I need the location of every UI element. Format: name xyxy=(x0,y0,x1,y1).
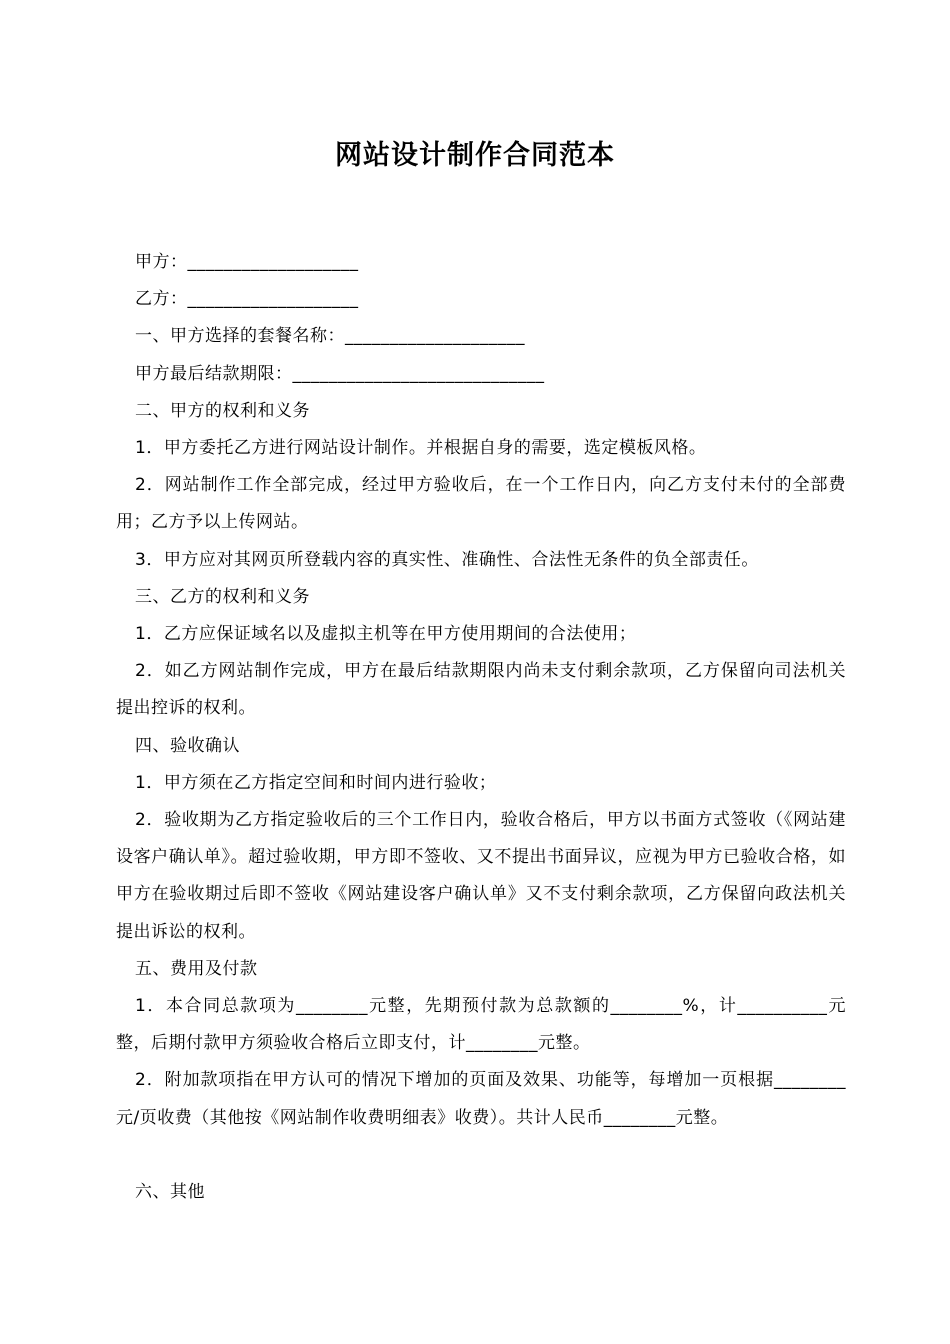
party-b-line: 乙方：___________________ xyxy=(135,289,359,310)
clause-paragraph: 2．如乙方网站制作完成，甲方在最后结款期限内尚未支付剩余款项，乙方保留向司法机关提出控诉的权利。 xyxy=(116,661,846,719)
clause-paragraph: 1．甲方委托乙方进行网站设计制作。并根据自身的需要，选定模板风格。 xyxy=(135,438,707,459)
clause-paragraph: 1．乙方应保证域名以及虚拟主机等在甲方使用期间的合法使用； xyxy=(135,624,637,645)
section-heading-party-b-rights: 三、乙方的权利和义务 xyxy=(135,586,310,607)
document-title: 网站设计制作合同范本 xyxy=(335,140,615,171)
clause-paragraph: 2．网站制作工作全部完成，经过甲方验收后，在一个工作日内，向乙方支付未付的全部费用；乙方予以上传网站。 xyxy=(116,475,846,533)
section-heading-acceptance: 四、验收确认 xyxy=(135,735,240,756)
section-heading-other: 六、其他 xyxy=(135,1181,205,1202)
clause-paragraph: 2．附加款项指在甲方认可的情况下增加的页面及效果、功能等，每增加一页根据________元/页收费（其他按《网站制作收费明细表》收费）。共计人民币________元整。 xyxy=(116,1070,846,1128)
party-a-line: 甲方：___________________ xyxy=(135,252,359,272)
clause-paragraph: 3．甲方应对其网页所登载内容的真实性、准确性、合法性无条件的负全部责任。 xyxy=(135,549,759,570)
clause-paragraph: 2．验收期为乙方指定验收后的三个工作日内，验收合格后，甲方以书面方式签收（《网站建设客户确认单》。超过验收期，甲方即不签收、又不提出书面异议，应视为甲方已验收合格，如甲方在验收期过后即不签收《网站建设客户确认单》又不支付剩余款项，乙方保留向政法机关提出诉讼的权利。 xyxy=(116,810,846,942)
clause-paragraph: 1．甲方须在乙方指定空间和时间内进行验收； xyxy=(135,772,497,793)
section-heading-fees: 五、费用及付款 xyxy=(135,958,258,979)
section-heading-party-a-rights: 二、甲方的权利和义务 xyxy=(135,400,310,421)
document-body xyxy=(116,244,846,1211)
payment-deadline-line: 甲方最后结款期限：____________________________ xyxy=(135,363,545,384)
package-name-line: 一、甲方选择的套餐名称：____________________ xyxy=(135,326,525,347)
clause-paragraph: 1．本合同总款项为________元整，先期预付款为总款额的________%，计__________元整，后期付款甲方须验收合格后立即支付，计________元整。 xyxy=(116,996,846,1054)
